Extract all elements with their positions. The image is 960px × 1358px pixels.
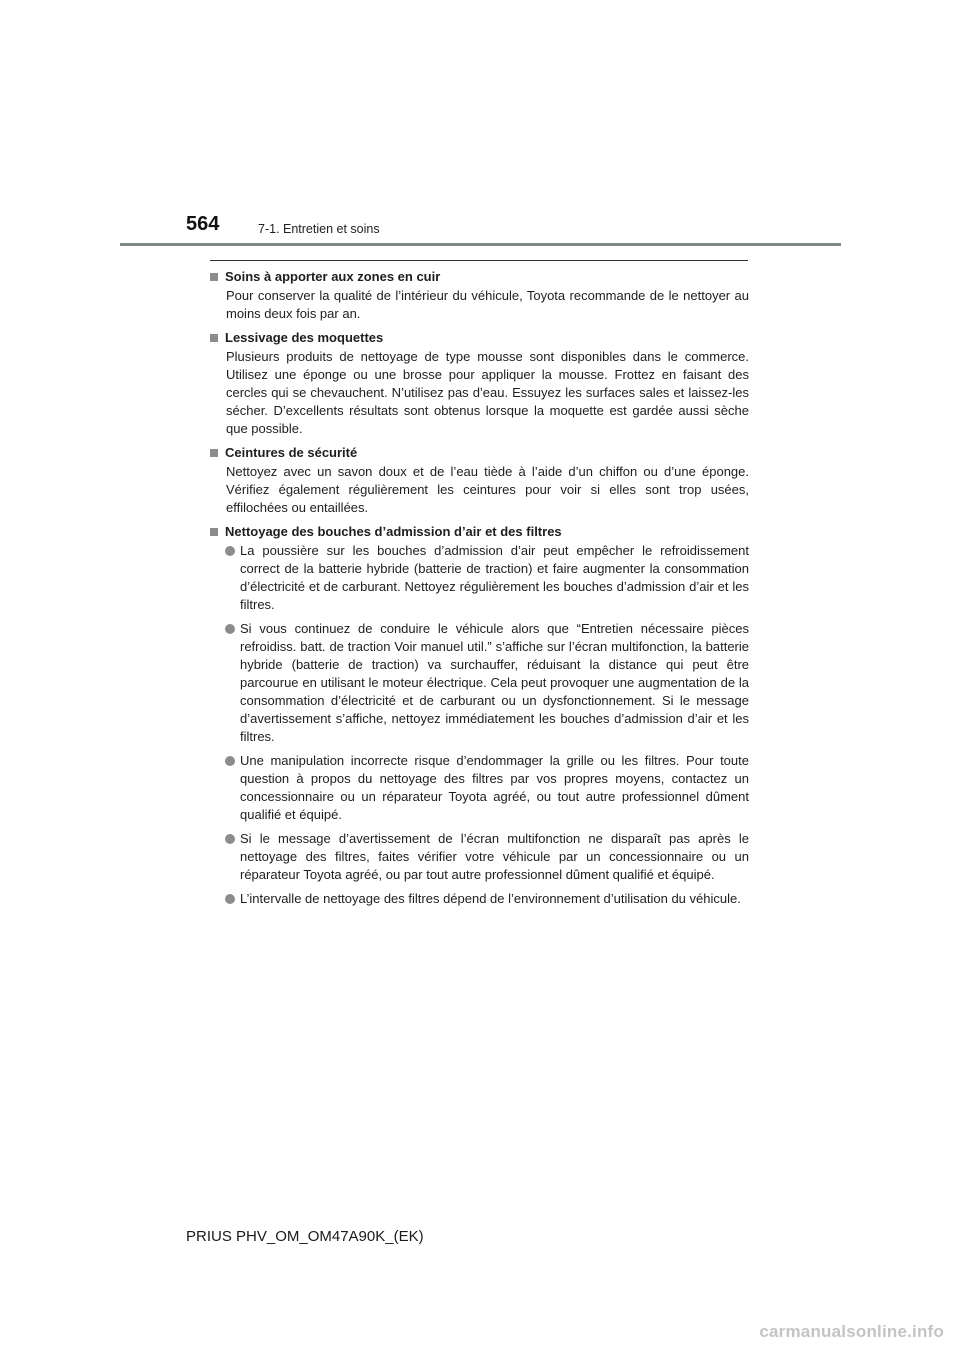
section-title: 7-1. Entretien et soins: [258, 222, 380, 236]
section-body: Nettoyez avec un savon doux et de l’eau tiède à l’aide d’un chiffon ou d’une éponge. Vérifiez également régulièrement les ceintures pour voir si elles sont trop usées, effilochées ou entaillées.: [226, 464, 749, 515]
round-bullet-icon: [225, 756, 235, 766]
document-code: PRIUS PHV_OM_OM47A90K_(EK): [186, 1228, 424, 1245]
page-number: 564: [186, 213, 220, 235]
section-heading: [210, 329, 749, 347]
list-item-text: Une manipulation incorrecte risque d’endommager la grille ou les filtres. Pour toute question à propos du nettoyage des filtres par vos propres moyens, contactez un concessionnaire ou un réparateur Toyota agréé, ou tout autre professionnel dûment qualifié et équipé.: [240, 753, 749, 822]
section-heading: [210, 444, 749, 462]
list-item: [210, 620, 749, 746]
list-item-text: Si le message d’avertissement de l’écran multifonction ne disparaît pas après le nettoyage des filtres, faites vérifier votre véhicule par un concessionnaire ou un réparateur Toyota agréé, ou par tout autre professionnel dûment qualifié et équipé.: [240, 831, 749, 882]
square-bullet-icon: [210, 334, 218, 342]
section-heading-text: Nettoyage des bouches d’admission d’air et des filtres: [225, 524, 562, 539]
section-heading-text: Ceintures de sécurité: [225, 445, 358, 460]
section-heading-text: Lessivage des moquettes: [225, 330, 384, 345]
section-seat-belts: [210, 444, 749, 517]
watermark: carmanualsonline.info: [759, 1322, 944, 1341]
section-carpet-washing: [210, 329, 749, 438]
list-item: [210, 830, 749, 884]
section-air-intake-cleaning: [210, 523, 749, 908]
round-bullet-icon: [225, 624, 235, 634]
section-heading: [210, 268, 749, 286]
list-item-text: Si vous continuez de conduire le véhicule alors que “Entretien nécessaire pièces refroidiss. batt. de traction Voir manuel util.” s’affiche sur l’écran multifonction, la batterie hybride (batterie de traction) va surchauffer, réduisant la distance qui peut être parcourue en utilisant le moteur électrique. Cela peut provoquer une augmentation de la consommation d’électricité et de carburant ou un dysfonctionnement. Si le message d’avertissement s’affiche, nettoyez immédiatement les bouches d’admission d’air et les filtres.: [240, 621, 749, 744]
round-bullet-icon: [225, 546, 235, 556]
list-item-text: La poussière sur les bouches d’admission d’air peut empêcher le refroidissement correct de la batterie hybride (batterie de traction) et faire augmenter la consommation d’électricité et de carburant. Nettoyez régulièrement les bouches d’admission d’air et les filtres.: [240, 543, 749, 612]
square-bullet-icon: [210, 528, 218, 536]
square-bullet-icon: [210, 273, 218, 281]
section-leather-care: [210, 268, 749, 323]
section-body: Pour conserver la qualité de l’intérieur du véhicule, Toyota recommande de le nettoyer au moins deux fois par an.: [226, 288, 749, 321]
section-body: Plusieurs produits de nettoyage de type mousse sont disponibles dans le commerce. Utilisez une éponge ou une brosse pour appliquer la mousse. Frottez en faisant des cercles qui se chevauchent. N’utilisez pas d’eau. Essuyez les surfaces sales et laissez-les sécher. D’excellents résultats sont obtenus lorsque la moquette est gardée aussi sèche que possible.: [226, 349, 749, 436]
list-item-text: L’intervalle de nettoyage des filtres dépend de l’environnement d’utilisation du véhicule.: [240, 891, 741, 906]
list-item: [210, 752, 749, 824]
round-bullet-icon: [225, 834, 235, 844]
list-item: [210, 890, 749, 908]
header-divider: [120, 243, 841, 246]
page-content: [210, 268, 749, 914]
square-bullet-icon: [210, 449, 218, 457]
list-item: [210, 542, 749, 614]
content-divider: [210, 260, 748, 261]
section-heading-text: Soins à apporter aux zones en cuir: [225, 269, 441, 284]
round-bullet-icon: [225, 894, 235, 904]
section-heading: [210, 523, 749, 541]
